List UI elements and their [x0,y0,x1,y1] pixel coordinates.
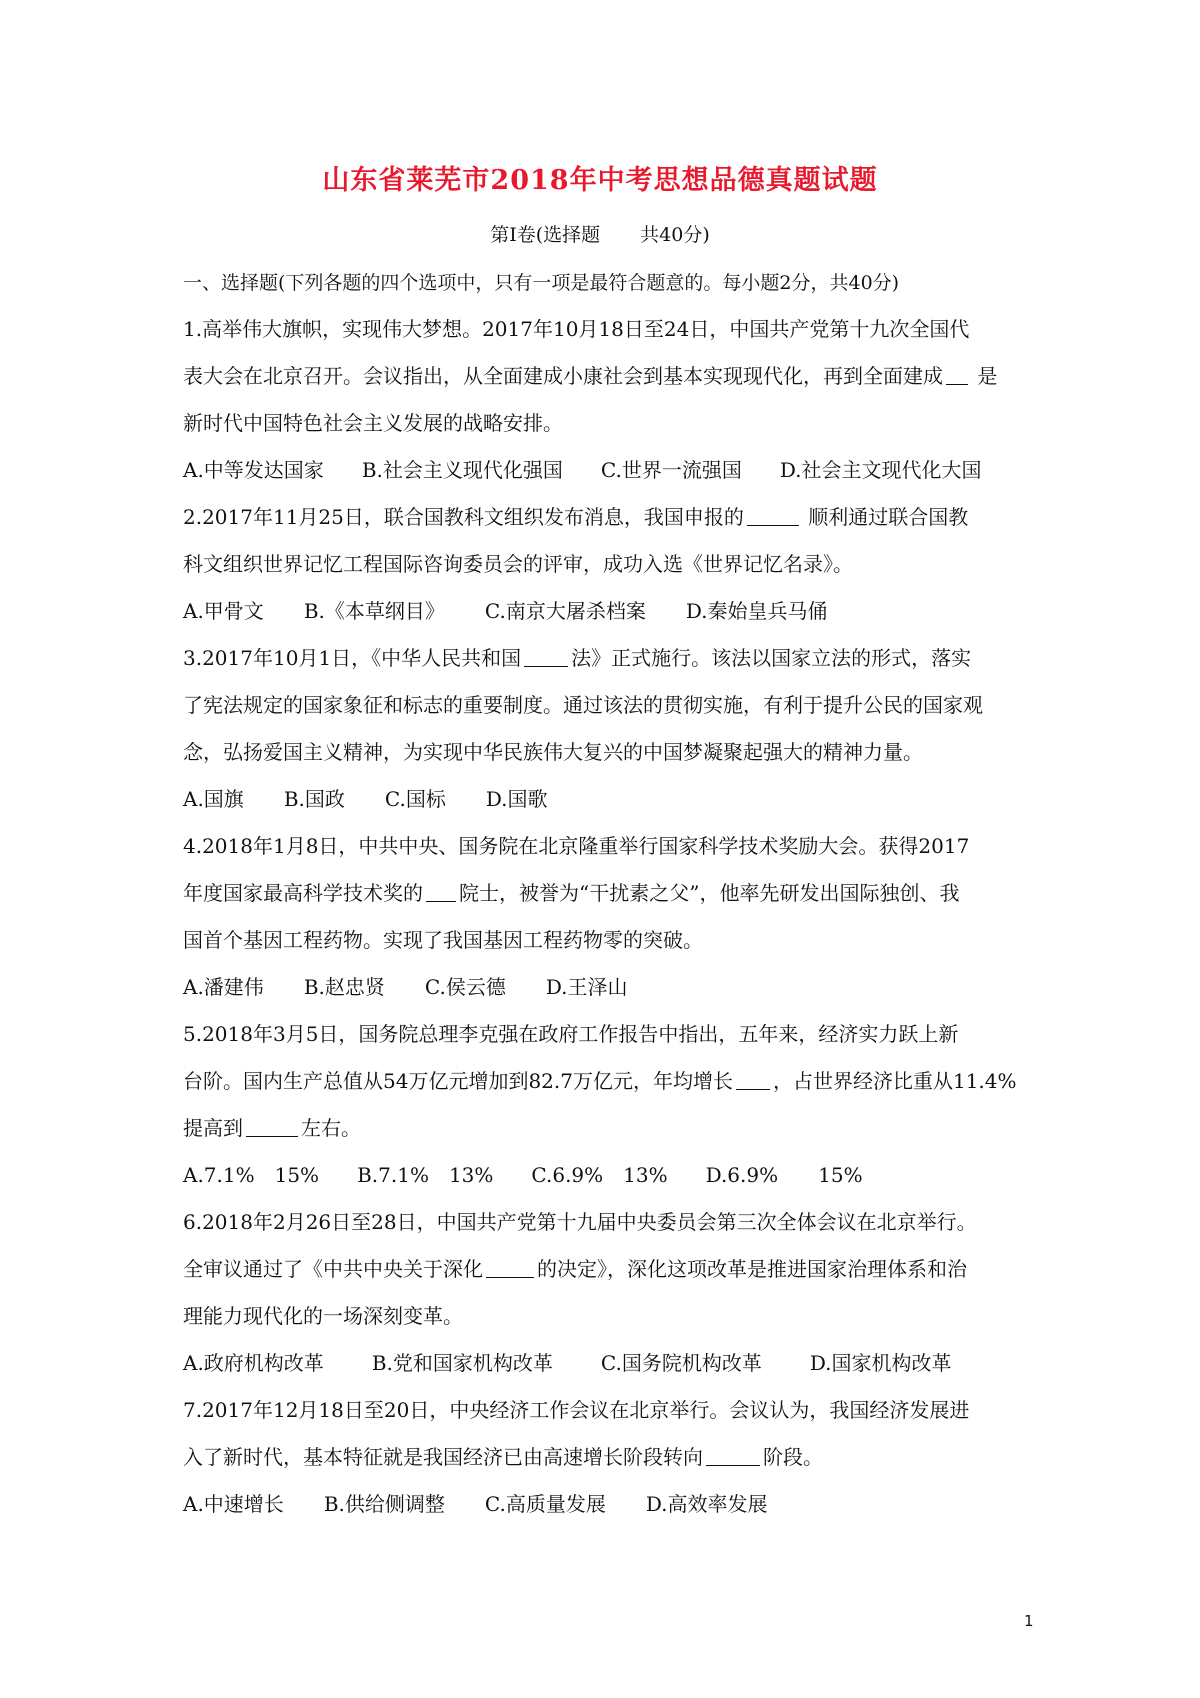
question-line [183,541,1033,588]
option-d: D.国家机构改革 [809,1351,952,1375]
question-line [183,1199,1033,1246]
option-c: C.6.9% 13% [531,1163,668,1187]
options-row [183,776,1033,823]
options-row [183,1152,1033,1199]
answer-blank [524,665,568,667]
question-text: 法》正式施行。该法以国家立法的形式，落实 [571,646,972,670]
option-a: A.7.1% 15% [183,1163,320,1187]
question-text: 左右。 [301,1116,361,1140]
option-d: D.国歌 [485,787,548,811]
option-a: A.甲骨文 [183,599,264,623]
question-text: 是 [971,364,998,388]
answer-blank [946,383,968,385]
question-line [183,400,1033,447]
option-c: C.国标 [384,787,446,811]
option-a: A.中等发达国家 [183,458,324,482]
option-d: D.高效率发展 [645,1492,768,1516]
page-title: 山东省莱芜市2018年中考思想品德真题试题 [322,165,878,196]
option-a: A.政府机构改革 [183,1351,324,1375]
question-5 [183,1011,1033,1199]
option-a: A.中速增长 [183,1492,284,1516]
question-list [183,306,1033,1528]
question-text: 的决定》，深化这项改革是推进国家治理体系和治 [537,1257,967,1281]
question-text: 6.2018年2月26日至28日，中国共产党第十九届中央委员会第三次全体会议在北京举行。 [183,1210,977,1234]
option-b: B.供给侧调整 [323,1492,445,1516]
option-a: A.国旗 [183,787,244,811]
option-d: D.6.9% 15% [705,1163,863,1187]
answer-blank [486,1276,534,1278]
subtitle-part: 第Ⅰ卷(选择题 [490,224,601,246]
options-row [183,1481,1033,1528]
option-c: C.国务院机构改革 [600,1351,762,1375]
question-text: 院士，被誉为“干扰素之父”，他率先研发出国际独创、我 [459,881,960,905]
question-3 [183,635,1033,823]
answer-blank [246,1135,298,1137]
question-text: 7.2017年12月18日至20日，中央经济工作会议在北京举行。会议认为，我国经济发展进 [183,1398,970,1422]
question-line [183,1058,1033,1105]
option-b: B.7.1% 13% [357,1163,494,1187]
options-row [183,1340,1033,1387]
question-line [183,823,1033,870]
option-c: C.南京大屠杀档案 [484,599,646,623]
question-text: 念，弘扬爱国主义精神，为实现中华民族伟大复兴的中国梦凝聚起强大的精神力量。 [183,740,923,764]
question-4 [183,823,1033,1011]
question-text: 了宪法规定的国家象征和标志的重要制度。通过该法的贯彻实施，有利于提升公民的国家观 [183,693,983,717]
question-line [183,494,1033,541]
question-text: 1.高举伟大旗帜，实现伟大梦想。2017年10月18日至24日，中国共产党第十九次全国代 [183,317,970,341]
option-d: D.社会主文现代化大国 [779,458,982,482]
option-b: B.社会主义现代化强国 [361,458,563,482]
option-d: D.秦始皇兵马俑 [685,599,828,623]
question-2 [183,494,1033,635]
question-7 [183,1387,1033,1528]
question-text: 国首个基因工程药物。实现了我国基因工程药物零的突破。 [183,928,703,952]
question-line [183,635,1033,682]
options-row [183,588,1033,635]
question-text: 入了新时代，基本特征就是我国经济已由高速增长阶段转向 [183,1445,703,1469]
subtitle-score: 共40分) [640,224,710,246]
question-line [183,870,1033,917]
question-line [183,306,1033,353]
question-text: 台阶。国内生产总值从54万亿元增加到82.7万亿元，年均增长 [183,1069,733,1093]
options-row [183,447,1033,494]
option-c: C.高质量发展 [484,1492,606,1516]
options-row [183,964,1033,1011]
question-line [183,1293,1033,1340]
question-line [183,1011,1033,1058]
question-text: 表大会在北京召开。会议指出，从全面建成小康社会到基本实现现代化，再到全面建成 [183,364,943,388]
option-a: A.潘建伟 [183,975,264,999]
question-text: 4.2018年1月8日，中共中央、国务院在北京隆重举行国家科学技术奖励大会。获得2017 [183,834,970,858]
question-line [183,917,1033,964]
page-number: 1 [1024,1612,1034,1630]
option-c: C.世界一流强国 [600,458,742,482]
option-c: C.侯云德 [424,975,506,999]
answer-blank [736,1088,770,1090]
question-line [183,1434,1033,1481]
question-text: 年度国家最高科学技术奖的 [183,881,423,905]
question-text: ，占世界经济比重从11.4% [772,1069,1017,1093]
question-1 [183,306,1033,494]
question-text: 阶段。 [763,1445,823,1469]
question-line [183,1387,1033,1434]
option-b: B.国政 [283,787,345,811]
question-line [183,1105,1033,1152]
paper-subtitle [0,220,1200,247]
answer-blank [706,1464,760,1466]
question-text: 3.2017年10月1日，《中华人民共和国 [183,646,522,670]
question-text: 理能力现代化的一场深刻变革。 [183,1304,463,1328]
question-line [183,353,1033,400]
question-text: 新时代中国特色社会主义发展的战略安排。 [183,411,563,435]
answer-blank [747,524,799,526]
section-heading: 一、选择题(下列各题的四个选项中，只有一项是最符合题意的。每小题2分，共40分) [183,272,900,294]
question-line [183,682,1033,729]
question-text: 2.2017年11月25日，联合国教科文组织发布消息，我国申报的 [183,505,744,529]
question-text: 5.2018年3月5日，国务院总理李克强在政府工作报告中指出，五年来，经济实力跃上新 [183,1022,959,1046]
question-text: 科文组织世界记忆工程国际咨询委员会的评审，成功入选《世界记忆名录》。 [183,552,853,576]
question-text: 全审议通过了《中共中央关于深化 [183,1257,483,1281]
option-b: B.《本草纲目》 [303,599,445,623]
option-d: D.王泽山 [545,975,628,999]
option-b: B.党和国家机构改革 [371,1351,553,1375]
question-6 [183,1199,1033,1387]
answer-blank [426,900,456,902]
question-line [183,1246,1033,1293]
question-text: 提高到 [183,1116,243,1140]
question-line [183,729,1033,776]
question-text: 顺利通过联合国教 [801,505,969,529]
option-b: B.赵忠贤 [303,975,385,999]
